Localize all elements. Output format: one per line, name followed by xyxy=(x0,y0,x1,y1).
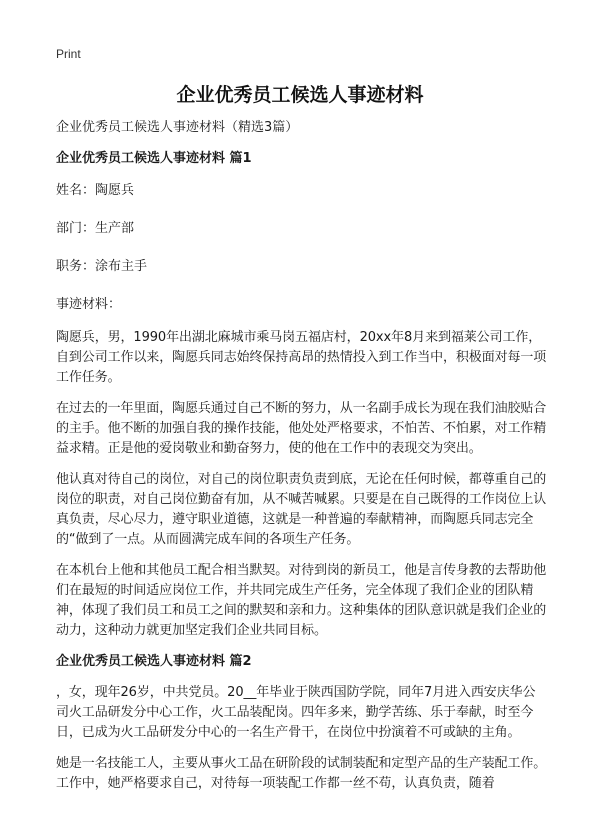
section-1-paragraph-3: 他认真对待自己的岗位，对自己的岗位职责负责到底，无论在任何时候，都尊重自己的岗位的职责，对自己岗位勤奋有加，从不喊苦喊累。只要是在自己既得的工作岗位上认真负责，尽心尽力，遵守职业道德，这就是一种普遍的奉献精神，而陶愿兵同志完全的“做到了一点。从而圆满完成车间的各项生产任务。 xyxy=(56,472,547,547)
section-2-paragraph-1: ，女，现年26岁，中共党员。20__年毕业于陕西国防学院，同年7月进入西安庆华公司火工品研发分中心工作，火工品装配岗。四年多来，勤学苦练、乐于奉献，时至今日，已成为火工品研发分中心的一名生产骨干，在岗位中扮演着不可或缺的主角。 xyxy=(56,685,536,740)
position-field: 职务：涂布主手 xyxy=(56,259,148,274)
section-1-paragraph-4: 在本机台上他和其他员工配合相当默契。对待到岗的新员工，他是言传身教的去帮助他们在最短的时间适应岗位工作，并共同完成生产任务，完全体现了我们企业的团队精神，体现了我们员工和员工之间的默契和亲和力。这种集体的团队意识就是我们企业的动力，这种动力就更加坚定我们企业共同目标。 xyxy=(56,563,547,638)
print-label: Print xyxy=(56,47,81,61)
document-subtitle: 企业优秀员工候选人事迹材料（精选3篇） xyxy=(56,120,299,135)
document-title: 企业优秀员工候选人事迹材料 xyxy=(176,84,424,106)
section-1-paragraph-2: 在过去的一年里面，陶愿兵通过自己不断的努力，从一名副手成长为现在我们油胶贴合的主手。他不断的加强自我的操作技能，他处处严格要求，不怕苦、不怕累，对工作精益求精。正是他的爱岗敬业和勤奋努力，使的他在工作中的表现交为突出。 xyxy=(56,401,547,456)
document-body xyxy=(56,118,548,805)
section-1-heading: 企业优秀员工候选人事迹材料 篇1 xyxy=(56,151,252,166)
department-field: 部门：生产部 xyxy=(56,221,135,236)
section-2-paragraph-2: 她是一名技能工人，主要从事火工品在研阶段的试制装配和定型产品的生产装配工作。工作中，她严格要求自己，对待每一项装配工作都一丝不苟，认真负责，随着 xyxy=(56,756,547,791)
section-2-heading: 企业优秀员工候选人事迹材料 篇2 xyxy=(56,654,252,669)
deeds-label: 事迹材料： xyxy=(56,297,122,312)
section-1-paragraph-1: 陶愿兵，男，1990年出湖北麻城市乘马岗五福店村，20xx年8月来到福莱公司工作，自到公司工作以来，陶愿兵同志始终保持高昂的热情投入到工作当中，积极面对每一项工作任务。 xyxy=(56,330,547,385)
name-field: 姓名：陶愿兵 xyxy=(56,183,135,198)
